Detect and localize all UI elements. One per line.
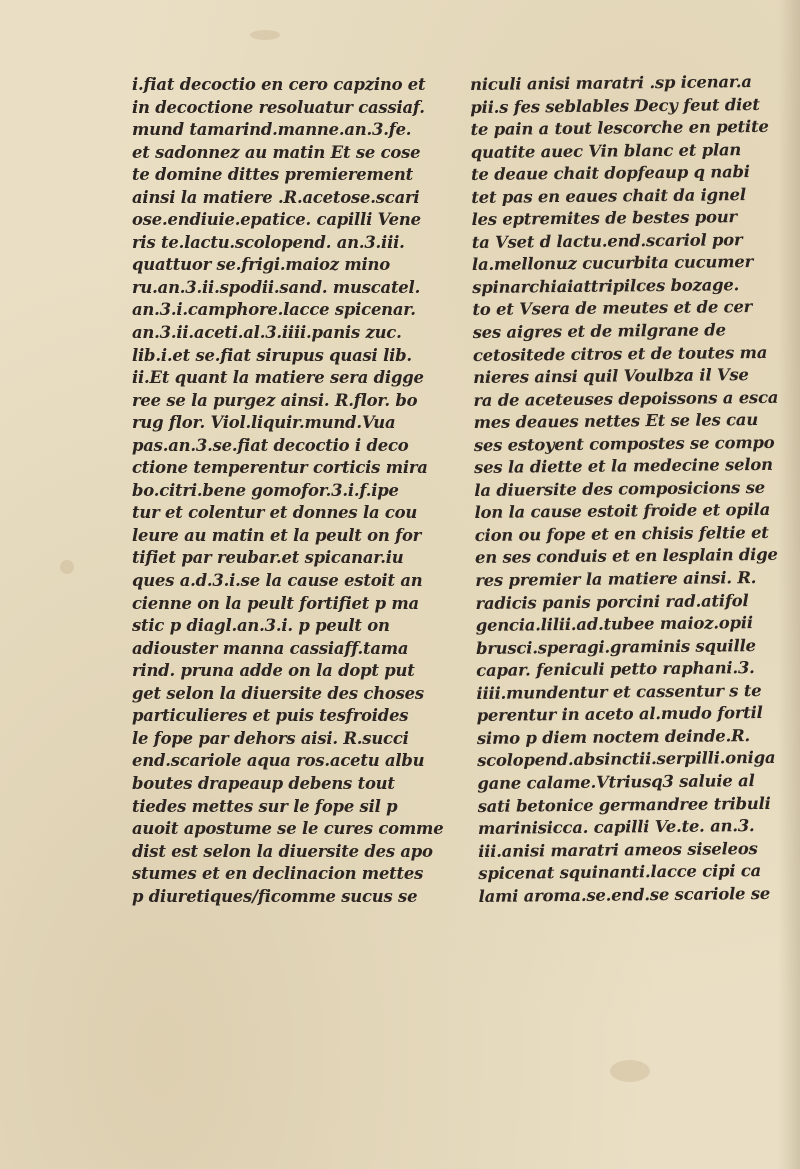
text-line: la diuersite des composicions se: [474, 477, 766, 500]
text-line: ree se la purgez ainsi. R.flor. bo: [132, 390, 418, 410]
text-line: mund tamarind.manne.an.3.fe.: [132, 120, 412, 140]
text-line: lon la cause estoit froide et opila: [474, 500, 771, 523]
text-line: te pain a tout lescorche en petite: [470, 116, 769, 140]
text-line: radicis panis porcini rad.atifol: [475, 590, 749, 613]
paper-stain: [60, 560, 74, 574]
text-line: in decoctione resoluatur cassiaf.: [132, 97, 425, 117]
text-line: simo p diem noctem deinde.R.: [476, 725, 751, 748]
text-line: te domine dittes premierement: [132, 165, 413, 185]
text-line: ra de aceteuses depoissons a esca: [473, 387, 779, 410]
text-line: ii.Et quant la matiere sera digge: [132, 368, 424, 388]
text-line: brusci.speragi.graminis squille: [475, 635, 756, 658]
text-line: nieres ainsi quil Voulbza il Vse: [473, 365, 749, 388]
text-line: cetositede citros et de toutes ma: [472, 342, 768, 365]
text-line: an.3.ii.aceti.al.3.iiii.panis zuc.: [132, 323, 402, 343]
text-line: bo.citri.bene gomofor.3.i.f.ipe: [132, 480, 399, 500]
text-line: en ses conduis et en lesplain dige: [474, 545, 778, 568]
text-line: spinarchiaiattripilces bozage.: [472, 275, 740, 297]
text-line: stumes et en declinacion mettes: [132, 864, 424, 884]
text-line: ru.an.3.ii.spodii.sand. muscatel.: [132, 277, 421, 297]
text-line: mes deaues nettes Et se les cau: [473, 410, 759, 433]
text-line: cion ou fope et en chisis feltie et: [474, 522, 769, 545]
text-line: stic p diagl.an.3.i. p peult on: [132, 616, 390, 636]
text-line: i.fiat decoctio en cero capzino et: [132, 75, 426, 94]
paper-stain: [610, 1060, 650, 1082]
text-line: tet pas en eaues chait da ignel: [471, 184, 746, 207]
text-line: ques a.d.3.i.se la cause estoit an: [132, 571, 423, 591]
text-line: iiii.mundentur et cassentur s te: [476, 680, 762, 703]
text-line: adiouster manna cassiaff.tama: [132, 638, 409, 658]
text-line: tiedes mettes sur le fope sil p: [132, 796, 398, 816]
text-line: quatite auec Vin blanc et plan: [470, 139, 742, 162]
text-line: ris te.lactu.scolopend. an.3.iii.: [132, 232, 405, 252]
text-line: capar. feniculi petto raphani.3.: [476, 658, 755, 681]
text-line: cienne on la peult fortifiet p ma: [132, 593, 419, 613]
text-line: le fope par dehors aisi. R.succi: [132, 728, 409, 748]
text-line: sati betonice germandree tribuli: [477, 793, 771, 816]
page-edge-shadow: [778, 0, 800, 1169]
text-line: boutes drapeaup debens tout: [132, 773, 395, 793]
text-line: rind. pruna adde on la dopt put: [132, 661, 415, 681]
text-line: quattuor se.frigi.maioz mino: [132, 255, 390, 275]
text-line: tifiet par reubar.et spicanar.iu: [132, 548, 404, 568]
text-line: iii.anisi maratri ameos siseleos: [478, 838, 758, 861]
text-line: res premier la matiere ainsi. R.: [475, 568, 757, 591]
right-text-column: [470, 71, 799, 909]
text-line: particulieres et puis tesfroides: [132, 706, 409, 726]
text-line: marinisicca. capilli Ve.te. an.3.: [477, 816, 755, 839]
paper-stain: [250, 30, 280, 40]
text-line: pii.s fes seblables Decy feut diet: [470, 94, 760, 117]
text-line: an.3.i.camphore.lacce spicenar.: [132, 300, 416, 320]
text-line: spicenat squinanti.lacce cipi ca: [478, 861, 762, 884]
text-line: leure au matin et la peult on for: [132, 525, 422, 545]
text-line: perentur in aceto al.mudo fortil: [476, 703, 763, 726]
text-line: lib.i.et se.fiat sirupus quasi lib.: [132, 345, 412, 365]
text-line: scolopend.absinctii.serpilli.oniga: [477, 748, 776, 771]
text-line: gane calame.Vtriusq3 saluie al: [477, 771, 755, 793]
text-line: lami aroma.se.end.se scariole se: [478, 883, 771, 906]
text-line: ctione temperentur corticis mira: [132, 458, 428, 478]
text-line: auoit apostume se le cures comme: [132, 819, 444, 839]
text-line: pas.an.3.se.fiat decoctio i deco: [132, 435, 409, 455]
text-line: te deaue chait dopfeaup q nabi: [470, 162, 750, 185]
text-line: ses aigres et de milgrane de: [472, 320, 726, 343]
text-line: les eptremites de bestes pour: [471, 207, 738, 230]
text-line: p diuretiques/ficomme sucus se: [132, 886, 418, 906]
text-line: to et Vsera de meutes et de cer: [472, 297, 753, 320]
text-line: la.mellonuz cucurbita cucumer: [471, 252, 754, 275]
text-line: ose.endiuie.epatice. capilli Vene: [132, 210, 421, 230]
text-line: et sadonnez au matin Et se cose: [132, 142, 421, 162]
left-text-column: [132, 74, 454, 908]
text-line: ses estoyent compostes se compo: [473, 432, 775, 455]
text-line: tur et colentur et donnes la cou: [132, 503, 418, 523]
text-line: dist est selon la diuersite des apo: [132, 841, 433, 861]
text-line: rug flor. Viol.liquir.mund.Vua: [132, 413, 396, 433]
text-line: ainsi la matiere .R.acetose.scari: [132, 187, 420, 207]
text-line: end.scariole aqua ros.acetu albu: [132, 751, 425, 771]
text-line: gencia.lilii.ad.tubee maioz.opii: [475, 613, 753, 636]
text-line: ta Vset d lactu.end.scariol por: [471, 229, 743, 252]
text-line: ses la diette et la medecine selon: [474, 455, 773, 478]
text-line: get selon la diuersite des choses: [132, 683, 424, 703]
text-line: niculi anisi maratri .sp icenar.a: [470, 72, 752, 94]
